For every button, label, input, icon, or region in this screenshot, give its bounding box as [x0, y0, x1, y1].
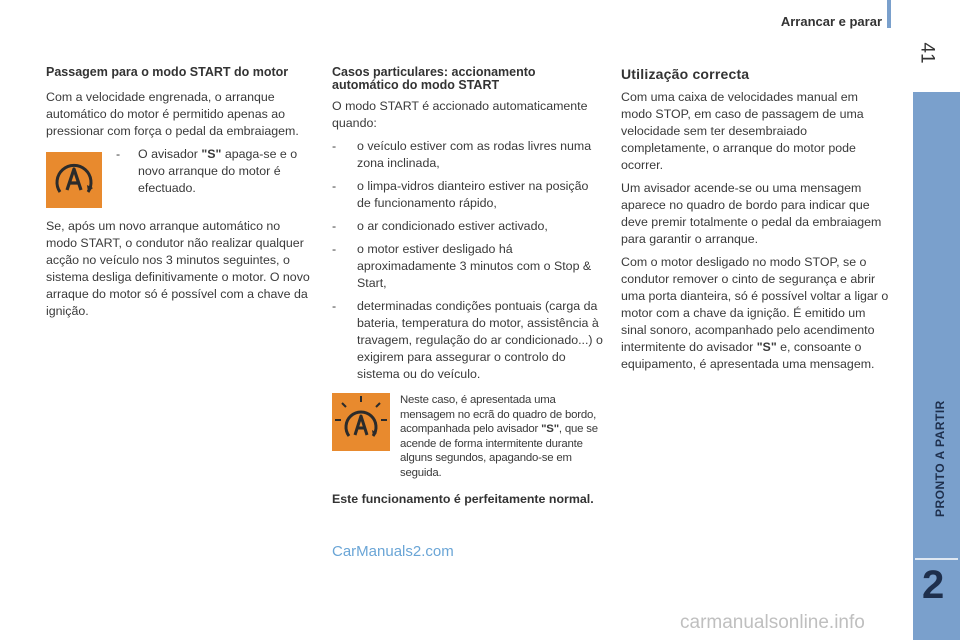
- section-heading: Passagem para o modo START do motor: [46, 65, 289, 79]
- side-tab-divider: [915, 558, 958, 560]
- list-item: - o motor estiver desligado há aproximadamente 3 minutos com o Stop & Start,: [332, 241, 604, 292]
- page-number: 41: [916, 42, 938, 64]
- indicator-s: "S": [756, 340, 777, 354]
- auto-start-icon: [46, 152, 102, 208]
- paragraph: Com a velocidade engrenada, o arranque automático do motor é permitido apenas ao pressionar com força o pedal da embraiagem.: [46, 90, 299, 138]
- paragraph: Um avisador acende-se ou uma mensagem aparece no quadro de bordo para indicar que deve premir totalmente o pedal da embraiagem para garantir o arranque.: [621, 181, 882, 246]
- paragraph-post: e, consoante o equipamento, é apresentada uma mensagem.: [621, 340, 875, 371]
- list-item-text: o veículo estiver com as rodas livres numa zona inclinada,: [357, 139, 592, 170]
- section-heading: Utilização correcta: [621, 66, 750, 82]
- column-special-cases: [332, 66, 604, 508]
- list-item-text: o limpa-vidros dianteiro estiver na posição de funcionamento rápido,: [357, 179, 589, 210]
- paragraph: O modo START é accionado automaticamente quando:: [332, 99, 588, 130]
- list-dash: -: [116, 147, 121, 161]
- header-divider: [887, 0, 891, 28]
- warning-text-post: apaga-se e o novo arranque do motor é efectuado.: [138, 147, 298, 195]
- column-correct-use: [621, 66, 889, 379]
- indicator-s: "S": [201, 147, 222, 161]
- list-item-text: o motor estiver desligado há aproximadamente 3 minutos com o Stop & Start,: [357, 242, 592, 290]
- list-item: - determinadas condições pontuais (carga da bateria, temperatura do motor, assistência à travagem, regulação do ar condicionado...) o exigirem para assegurar o controlo do sistema ou do veículo.: [332, 299, 603, 381]
- note-text-pre: Neste caso, é apresentada uma mensagem no ecrã do quadro de bordo, acompanhada pelo avisador: [400, 394, 597, 435]
- closing-statement: Este funcionamento é perfeitamente normal.: [332, 492, 594, 506]
- note-row: [332, 393, 604, 480]
- list-item: - o veículo estiver com as rodas livres numa zona inclinada,: [332, 138, 604, 172]
- watermark-carmanuals2: CarManuals2.com: [332, 543, 454, 560]
- warning-row: [46, 146, 314, 208]
- auto-start-flashing-icon: [332, 393, 390, 451]
- chapter-number: 2: [922, 563, 945, 607]
- note-text: [390, 393, 604, 480]
- header-title: Arrancar e parar: [780, 14, 882, 29]
- paragraph-pre: Com o motor desligado no modo STOP, se o condutor remover o cinto de segurança e abrir uma porta dianteira, só é possível voltar a ligar o motor com a chave da ignição. É emitido um sinal sonoro, acompanhado pelo acendimento intermitente do avisador: [621, 255, 889, 354]
- warning-text: [102, 146, 314, 208]
- section-heading: Casos particulares: accionamento automático do modo START: [332, 65, 536, 92]
- list-item: - o ar condicionado estiver activado,: [332, 219, 548, 233]
- column-start-mode: [46, 66, 314, 326]
- note-text-post: , que se acende de forma intermitente durante alguns segundos, apagando-se em seguida.: [400, 423, 598, 479]
- list-item-text: o ar condicionado estiver activado,: [357, 219, 548, 233]
- paragraph: Se, após um novo arranque automático no modo START, o condutor não realizar qualquer acção no veículo nos 3 minutos seguintes, o sistema desliga definitivamente o motor. O novo arraque do motor só é possível com a chave da ignição.: [46, 219, 310, 318]
- warning-text-pre: O avisador: [138, 147, 202, 161]
- chapter-label: PRONTO A PARTIR: [933, 400, 947, 517]
- paragraph: [621, 254, 889, 373]
- watermark-carmanualsonline: carmanualsonline.info: [680, 612, 865, 633]
- indicator-s: "S": [541, 423, 559, 435]
- list-item-text: determinadas condições pontuais (carga da bateria, temperatura do motor, assistência à travagem, regulação do ar condicionado...) o exigirem para assegurar o controlo do sistema ou do veículo.: [357, 299, 603, 381]
- list-item: - o limpa-vidros dianteiro estiver na posição de funcionamento rápido,: [332, 178, 604, 212]
- conditions-list: [332, 138, 604, 383]
- paragraph: Com uma caixa de velocidades manual em modo STOP, em caso de passagem de uma velocidade sem ter desembraiado completamente, o arranque do motor pode ocorrer.: [621, 90, 864, 172]
